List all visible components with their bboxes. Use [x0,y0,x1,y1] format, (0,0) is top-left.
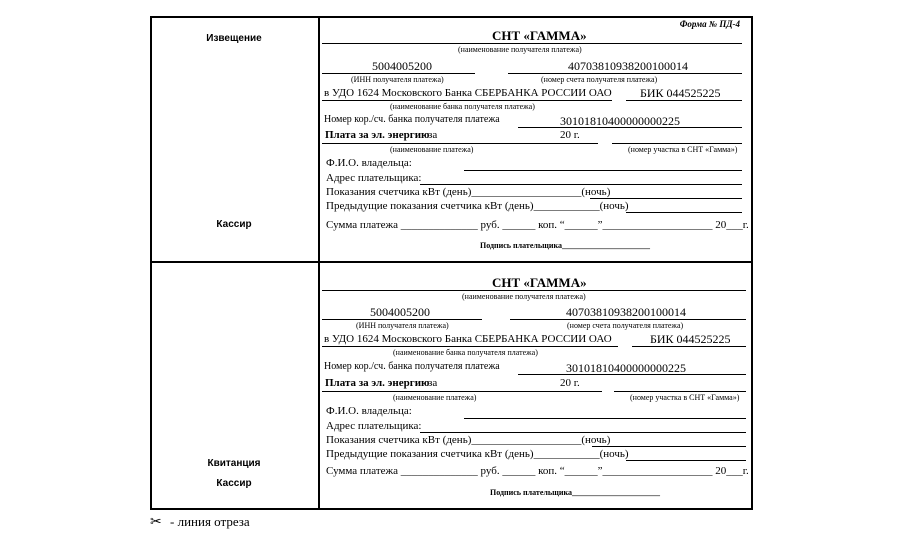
owner-label: Ф.И.О. владельца: [326,157,412,169]
form-number: Форма № ПД-4 [679,19,740,29]
receipt-payment-caption: (наименование платежа) [393,393,477,402]
bik-rule [626,100,742,101]
receipt-address-field[interactable] [420,432,746,433]
receipt-prev-meter-reading: Предыдущие показания счетчика кВт (день)____________(ночь) [326,448,629,460]
receipt-account-rule [510,319,746,320]
receipt-corr-label: Номер кор./сч. банка получателя платежа [324,361,500,372]
cut-line-legend: - линия отреза [170,514,250,529]
meter-night-field[interactable] [590,198,742,199]
receipt-sum-line: Сумма платежа ______________ руб. ______ коп. “______”____________________ 20___г. [326,465,749,477]
frame-divider-vertical [318,16,320,510]
receipt-payment-rule [322,391,602,392]
receipt-recipient-rule [322,290,746,291]
receipt-meter-reading: Показания счетчика кВт (день)____________________(ночь) [326,434,611,446]
bank-caption: (наименование банка получателя платежа) [390,102,535,111]
bank-name: в УДО 1624 Московского Банка СБЕРБАНКА РОССИИ ОАО [324,87,612,99]
receipt-inn-value: 5004005200 [370,305,430,319]
sum-line: Сумма платежа ______________ руб. ______ коп. “______”____________________ 20___г. [326,219,749,231]
receipt-bank-caption: (наименование банка получателя платежа) [393,348,538,357]
prev-meter-night-field[interactable] [626,212,742,213]
recipient-rule [322,43,742,44]
receipt-payment-year: 20 г. [560,377,580,389]
receipt-signature-line: Подпись плательщика______________________ [490,488,660,497]
bik-value: БИК 044525225 [640,86,721,100]
receipt-bik-value: БИК 044525225 [650,332,731,346]
notice-cashier: Кассир [216,219,252,230]
receipt-bik-rule [632,346,746,347]
receipt-payment-name: Плата за эл. энергию [325,377,430,389]
account-value: 40703810938200100014 [568,59,688,73]
inn-caption: (ИНН получателя платежа) [351,75,444,84]
receipt-inn-rule [322,319,482,320]
receipt-cashier: Кассир [216,478,252,489]
corr-label: Номер кор./сч. банка получателя платежа [324,114,500,125]
receipt-meter-night-field[interactable] [592,446,746,447]
scissors-icon: ✂ [150,514,162,530]
receipt-plot-caption: (номер участка в СНТ «Гамма») [630,393,740,402]
inn-value: 5004005200 [372,59,432,73]
receipt-bank-name: в УДО 1624 Московского Банка СБЕРБАНКА РОССИИ ОАО [324,333,612,345]
receipt-bank-rule [322,346,618,347]
receipt-address-label: Адрес плательщика: [326,420,422,432]
receipt-account-value: 40703810938200100014 [566,305,686,319]
meter-reading: Показания счетчика кВт (день)____________________(ночь) [326,186,611,198]
recipient-caption: (наименование получателя платежа) [458,45,582,54]
corr-rule [518,127,742,128]
corr-value: 30101810400000000225 [560,114,680,128]
account-rule [508,73,742,74]
receipt-payment-for: за [428,377,438,389]
frame-divider-horizontal [150,261,753,263]
receipt-owner-field[interactable] [464,418,746,419]
notice-title: Извещение [206,33,262,44]
payment-year: 20 г. [560,129,580,141]
receipt-inn-caption: (ИНН получателя платежа) [356,321,449,330]
receipt-account-caption: (номер счета получателя платежа) [567,321,684,330]
receipt-recipient-name: СНТ «ГАММА» [492,275,587,290]
recipient-name: СНТ «ГАММА» [492,28,587,43]
receipt-corr-value: 30101810400000000225 [566,361,686,375]
receipt-prev-meter-night-field[interactable] [626,460,746,461]
signature-line: Подпись плательщика______________________ [480,241,650,250]
address-label: Адрес плательщика: [326,172,422,184]
receipt-owner-label: Ф.И.О. владельца: [326,405,412,417]
bank-rule [322,100,612,101]
payment-for: за [428,129,438,141]
prev-meter-reading: Предыдущие показания счетчика кВт (день)____________(ночь) [326,200,629,212]
receipt-title: Квитанция [207,458,261,469]
account-caption: (номер счета получателя платежа) [541,75,658,84]
inn-rule [322,73,475,74]
receipt-recipient-caption: (наименование получателя платежа) [462,292,586,301]
receipt-plot-rule [614,391,746,392]
receipt-corr-rule [518,374,746,375]
payment-caption: (наименование платежа) [390,145,474,154]
plot-rule [612,143,742,144]
payment-name: Плата за эл. энергию [325,129,430,141]
payment-rule [322,143,598,144]
plot-caption: (номер участка в СНТ «Гамма») [628,145,738,154]
address-field[interactable] [420,184,742,185]
owner-field[interactable] [464,170,742,171]
